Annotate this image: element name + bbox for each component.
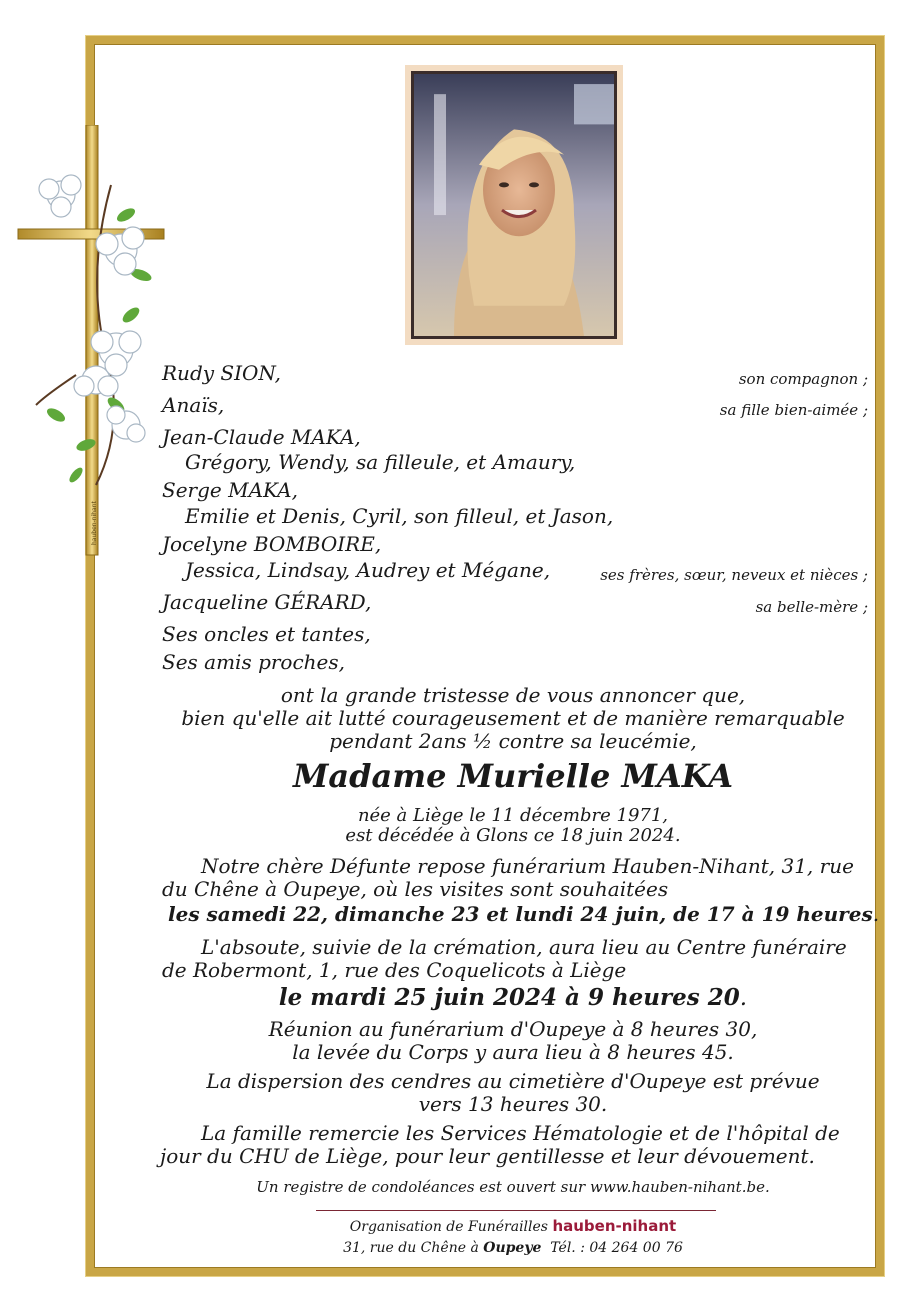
birth-info: née à Liège le 11 décembre 1971, (357, 805, 669, 826)
family-member: Grégory, Wendy, sa filleule, et Amaury, (185, 450, 576, 474)
relation-mother-in-law: sa belle-mère ; (755, 598, 868, 616)
family-member: Jean-Claude MAKA, (162, 425, 361, 449)
family-member: Ses oncles et tantes, (162, 622, 371, 646)
family-member: Ses amis proches, (162, 650, 346, 674)
ceremony-text: L'absoute, suivie de la crémation, aura lieu au Centre funéraire (201, 935, 847, 959)
cross-with-flowers-icon (16, 125, 166, 585)
ceremony-date-end: . (739, 985, 748, 1011)
death-info: est décédée à Glons ce 18 juin 2024. (345, 825, 681, 846)
relation-daughter: sa fille bien-aimée ; (719, 401, 868, 419)
visits-text: du Chêne à Oupeye, où les visites sont souhaitées (162, 877, 669, 901)
meeting-text: la levée du Corps y aura lieu à 8 heures 45. (292, 1040, 734, 1064)
family-member: Jocelyne BOMBOIRE, (162, 532, 382, 556)
dispersion-text: vers 13 heures 30. (418, 1092, 608, 1116)
visits-text: Notre chère Défunte repose funérarium Hauben-Nihant, 31, rue (201, 854, 854, 878)
footer-organisation (160, 1217, 866, 1235)
footer-address (160, 1240, 866, 1256)
family-member: Serge MAKA, (162, 478, 298, 502)
footer-phone: Tél. : 04 264 00 76 (550, 1240, 683, 1256)
relation-siblings: ses frères, sœur, neveux et nièces ; (600, 566, 868, 584)
ceremony-text: de Robermont, 1, rue des Coquelicots à Liège (162, 958, 627, 982)
ceremony-date: le mardi 25 juin 2024 à 9 heures 20 (278, 984, 740, 1011)
thanks-text: jour du CHU de Liège, pour leur gentillesse et leur dévouement. (160, 1144, 815, 1168)
registry-text: Un registre de condoléances est ouvert sur www.hauben-nihant.be. (256, 1178, 770, 1196)
visits-dates-end: . (872, 902, 880, 926)
thanks-text: La famille remercie les Services Hématologie et de l'hôpital de (201, 1121, 840, 1145)
brand-logo: hauben-nihant (552, 1217, 677, 1235)
footer-town: Oupeye (483, 1240, 542, 1256)
deceased-name: Madame Murielle MAKA (292, 757, 734, 795)
relation-companion: son compagnon ; (738, 370, 868, 388)
meeting-text: Réunion au funérarium d'Oupeye à 8 heures 30, (268, 1017, 758, 1041)
footer-org-label: Organisation de Funérailles (349, 1219, 548, 1235)
family-member: Emilie et Denis, Cyril, son filleul, et Jason, (185, 504, 614, 528)
family-member: Jacqueline GÉRARD, (162, 590, 372, 614)
announcement-line: bien qu'elle ait lutté courageusement et de manière remarquable (181, 706, 845, 730)
cross-signature: hauben-nihant (91, 501, 98, 545)
footer-address-prefix: 31, rue du Chêne à (343, 1240, 479, 1256)
dispersion-text: La dispersion des cendres au cimetière d'Oupeye est prévue (206, 1069, 820, 1093)
family-member: Jessica, Lindsay, Audrey et Mégane, (185, 558, 551, 582)
footer-divider (316, 1210, 716, 1211)
family-member: Anaïs, (162, 393, 225, 417)
portrait-photo (405, 65, 623, 345)
announcement-line: pendant 2ans ½ contre sa leucémie, (329, 729, 697, 753)
visits-dates: les samedi 22, dimanche 23 et lundi 24 juin, de 17 à 19 heures (168, 902, 873, 926)
announcement-line: ont la grande tristesse de vous annoncer que, (280, 683, 746, 707)
family-member: Rudy SION, (162, 361, 281, 385)
